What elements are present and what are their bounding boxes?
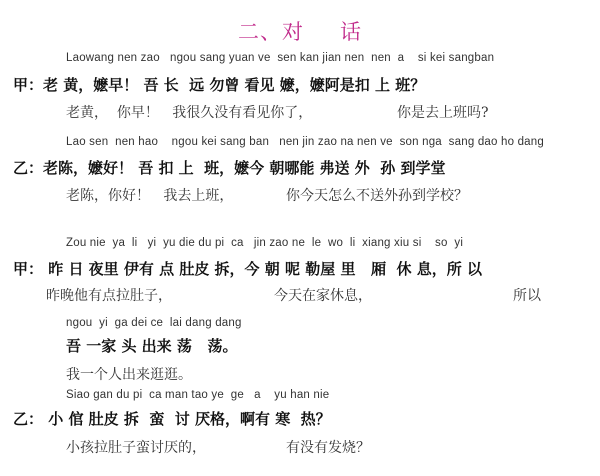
translation-3b: 今天在家休息， bbox=[274, 288, 372, 304]
title-part-1: 二、对 bbox=[238, 20, 304, 44]
dialogue-line-5: 乙： 小 倌 肚皮 拆 蛮 讨 厌格，啊有 寒 热？ bbox=[13, 410, 331, 428]
translation-1a: 老黄， 你早！ 我很久没有看见你了， bbox=[66, 105, 313, 121]
pinyin-line-5: Siao gan du pi ca man tao ye ge a yu han nie bbox=[66, 389, 330, 401]
translation-2a: 老陈，你好！ 我去上班， bbox=[66, 188, 234, 204]
translation-3a: 昨晚他有点拉肚子， bbox=[46, 288, 172, 304]
section-title bbox=[0, 16, 600, 46]
translation-4: 我一个人出来逛逛。 bbox=[66, 367, 192, 383]
dialogue-line-1: 甲：老 黄，嬷早！ 吾 长 远 勿曾 看见 嬷，嬷阿是扣 上 班？ bbox=[13, 76, 426, 94]
translation-1b: 你是去上班吗? bbox=[397, 105, 489, 121]
pinyin-line-1: Laowang nen zao ngou sang yuan ve sen kan jian nen nen a si kei sangban bbox=[66, 52, 495, 64]
dialogue-line-2: 乙：老陈，嬷好！ 吾 扣 上 班，嬷今 朝哪能 弗送 外 孙 到学堂 bbox=[13, 159, 446, 177]
title-part-2: 话 bbox=[340, 20, 362, 44]
dialogue-line-3: 甲： 昨 日 夜里 伊有 点 肚皮 拆，今 朝 呢 勒屋 里 厢 休 息，所 以 bbox=[13, 260, 483, 278]
translation-2b: 你今天怎么不送外孙到学校？ bbox=[286, 188, 468, 204]
pinyin-line-2: Lao sen nen hao ngou kei sang ban nen jin zao na nen ve son nga sang dao ho dang bbox=[66, 136, 544, 148]
translation-5b: 有没有发烧？ bbox=[286, 440, 370, 456]
translation-5a: 小孩拉肚子蛮讨厌的， bbox=[66, 440, 206, 456]
translation-3c: 所以 bbox=[513, 288, 541, 304]
pinyin-line-3: Zou nie ya li yi yu die du pi ca jin zao ne le wo li xiang xiu si so yi bbox=[66, 237, 464, 249]
pinyin-line-4: ngou yi ga dei ce lai dang dang bbox=[66, 317, 242, 329]
dialogue-line-4: 吾 一家 头 出来 荡 荡。 bbox=[66, 337, 238, 355]
